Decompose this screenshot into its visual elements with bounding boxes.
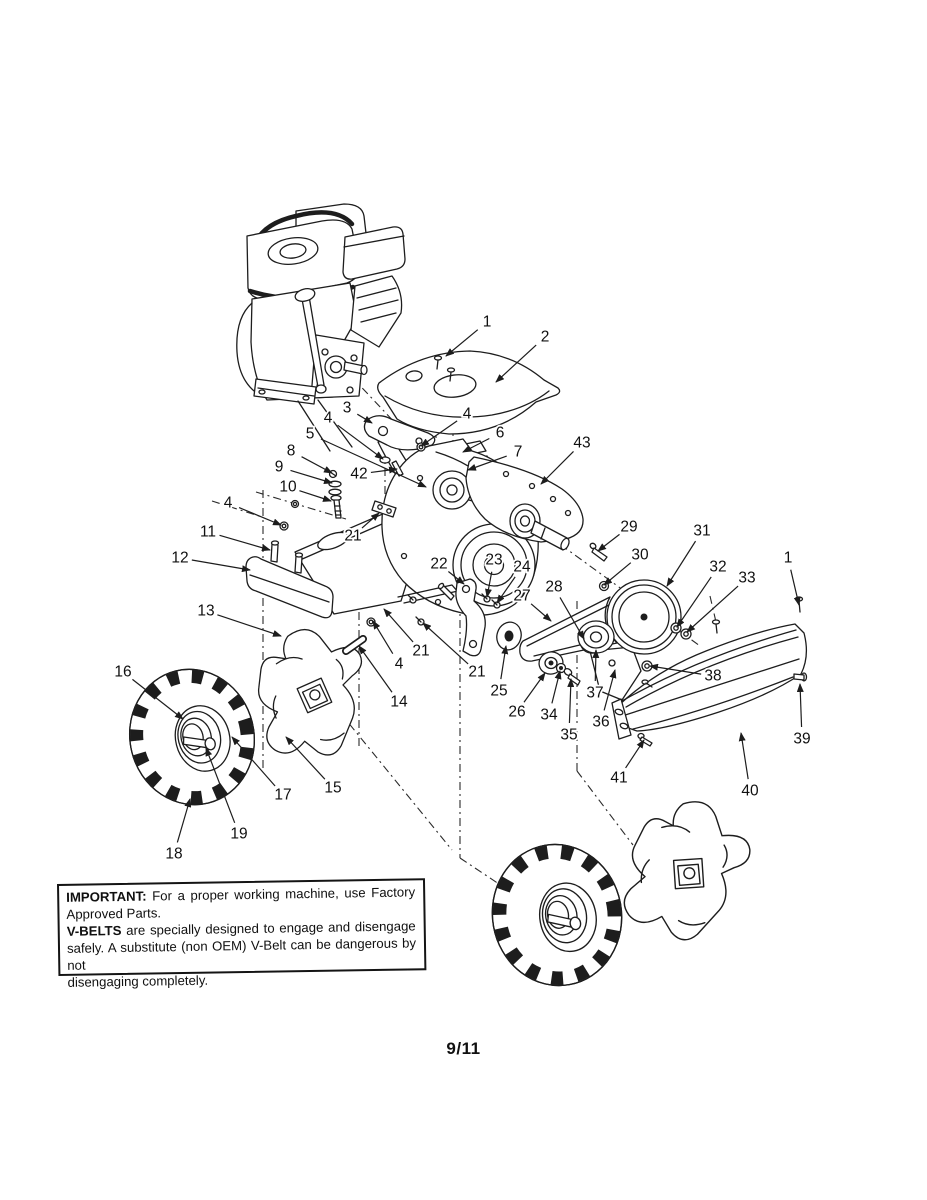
svg-text:6: 6 (495, 424, 505, 442)
svg-text:2: 2 (540, 328, 550, 346)
note-line: Approved Parts. (66, 905, 162, 922)
callout-13 (197, 603, 281, 637)
svg-text:43: 43 (573, 434, 591, 452)
svg-text:39: 39 (793, 730, 811, 748)
svg-text:4: 4 (394, 655, 404, 673)
callout-11 (200, 524, 270, 551)
callout-42 (350, 466, 397, 483)
svg-text:18: 18 (165, 845, 183, 863)
callout-25 (490, 646, 507, 700)
svg-text:9: 9 (274, 458, 284, 476)
svg-text:4: 4 (223, 494, 233, 512)
svg-text:3: 3 (342, 399, 352, 417)
svg-text:21: 21 (468, 663, 486, 681)
callout-12 (171, 550, 250, 571)
svg-text:13: 13 (197, 602, 215, 620)
note-line: V-BELTS are specially designed to engage and disengage (66, 918, 416, 939)
svg-text:42: 42 (350, 465, 368, 483)
callout-18 (165, 799, 190, 863)
callout-35 (560, 679, 577, 744)
svg-text:4: 4 (462, 405, 472, 423)
svg-text:28: 28 (545, 578, 563, 596)
important-note-text (66, 883, 417, 990)
note-line: disengaging completely. (67, 972, 209, 990)
svg-text:29: 29 (620, 518, 638, 536)
note-line: IMPORTANT: For a proper working machine, use Factory (66, 884, 416, 905)
svg-text:30: 30 (631, 546, 649, 564)
tine-assembly-right (615, 789, 759, 950)
svg-text:4: 4 (323, 409, 333, 427)
svg-text:26: 26 (508, 703, 526, 721)
callout-4 (224, 495, 281, 526)
svg-text:24: 24 (513, 558, 531, 576)
svg-text:21: 21 (412, 642, 430, 660)
svg-text:12: 12 (171, 549, 189, 567)
callout-1 (446, 314, 491, 357)
svg-text:1: 1 (783, 549, 793, 567)
svg-text:32: 32 (709, 558, 727, 576)
svg-text:8: 8 (286, 442, 296, 460)
svg-text:36: 36 (592, 713, 610, 731)
important-note (57, 878, 426, 990)
callout-31 (667, 523, 711, 587)
callout-33 (687, 570, 756, 633)
callout-8 (287, 443, 332, 474)
svg-text:19: 19 (230, 825, 248, 843)
page-number: 9/11 (446, 1039, 481, 1058)
svg-text:5: 5 (305, 425, 315, 443)
svg-text:35: 35 (560, 726, 578, 744)
callout-34 (540, 671, 560, 724)
dashed-axis-line (338, 710, 452, 850)
callout-4 (373, 621, 404, 673)
svg-text:7: 7 (513, 443, 523, 461)
svg-text:14: 14 (390, 693, 408, 711)
svg-text:15: 15 (324, 779, 342, 797)
svg-text:27: 27 (513, 587, 531, 605)
callout-32 (677, 559, 727, 628)
svg-text:34: 34 (540, 706, 558, 724)
svg-text:31: 31 (693, 522, 711, 540)
svg-text:33: 33 (738, 569, 756, 587)
svg-text:21: 21 (344, 527, 362, 545)
svg-text:11: 11 (199, 523, 217, 541)
callout-21 (384, 609, 430, 660)
callout-1 (784, 550, 799, 606)
svg-text:25: 25 (490, 682, 508, 700)
callout-39 (793, 684, 810, 748)
callout-30 (604, 547, 649, 586)
svg-text:17: 17 (274, 786, 292, 804)
engine (237, 204, 405, 451)
svg-text:1: 1 (482, 313, 492, 331)
note-line: safely. A substitute (non OEM) V-Belt can be dangerous by not (66, 935, 417, 973)
wheel-right (481, 834, 633, 996)
tine-pin (346, 639, 363, 651)
callout-43 (541, 435, 591, 485)
wheel-left (115, 656, 268, 818)
svg-text:38: 38 (704, 667, 722, 685)
svg-text:41: 41 (610, 769, 628, 787)
svg-text:37: 37 (586, 684, 604, 702)
callout-40 (741, 733, 759, 800)
callout-10 (279, 479, 331, 502)
callout-41 (610, 740, 644, 787)
svg-text:40: 40 (741, 782, 759, 800)
svg-text:16: 16 (114, 663, 132, 681)
svg-text:10: 10 (279, 478, 297, 496)
svg-text:22: 22 (430, 555, 448, 573)
svg-text:23: 23 (485, 551, 503, 569)
